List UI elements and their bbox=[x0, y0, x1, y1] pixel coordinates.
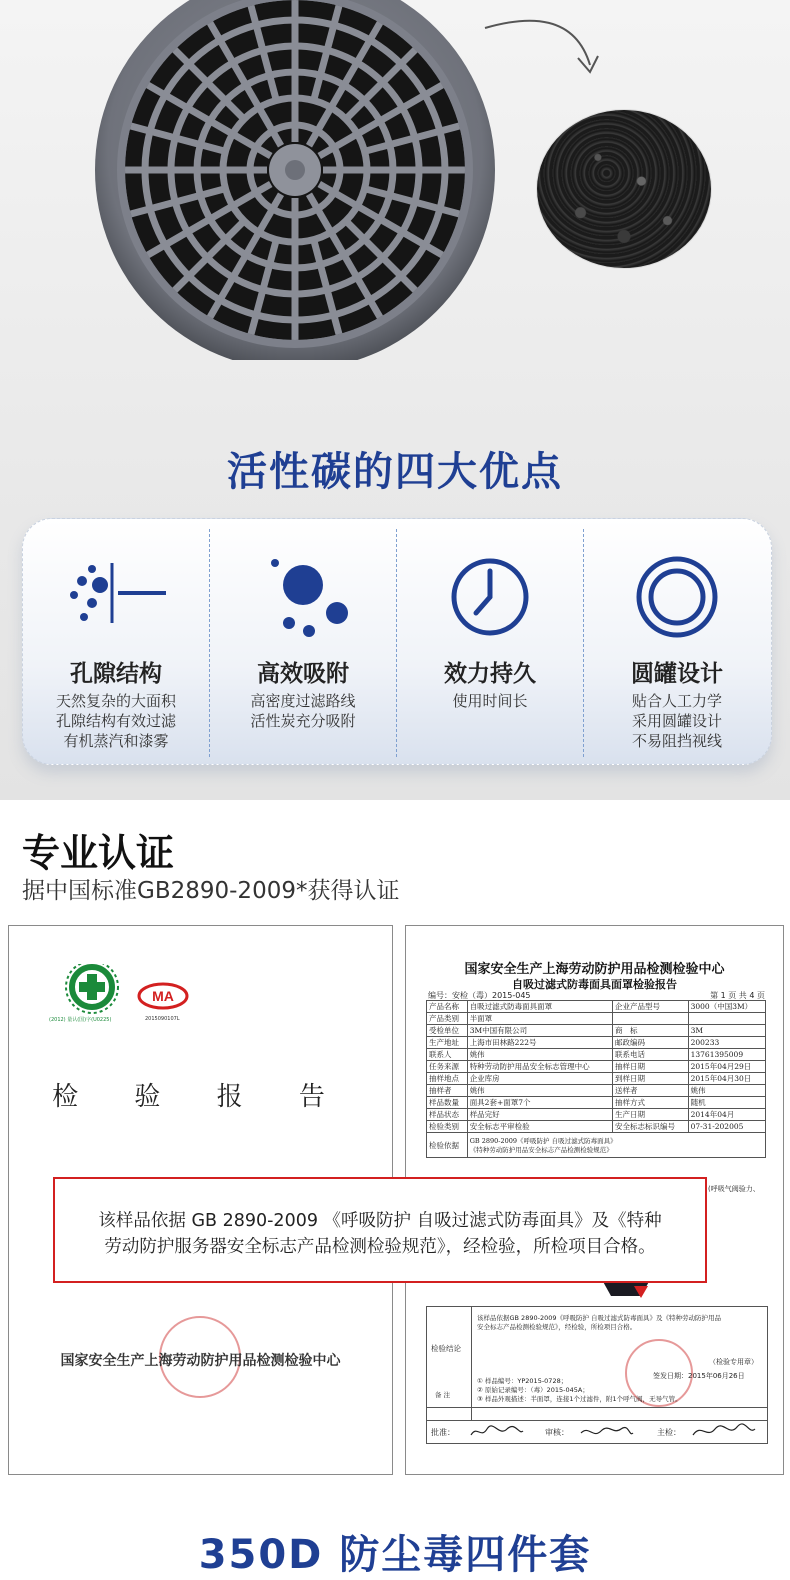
report-number: 编号：安检（毒）2015-045 bbox=[428, 991, 531, 1000]
table-cell: 产品类别 bbox=[427, 1013, 468, 1025]
table-row bbox=[427, 1049, 766, 1061]
table-cell bbox=[688, 1013, 765, 1025]
table-row bbox=[427, 1109, 766, 1121]
table-cell: 安全标志平审检验 bbox=[467, 1121, 612, 1133]
report-heading: 国家安全生产上海劳动防护用品检测检验中心 bbox=[464, 962, 725, 977]
report-subheading: 自吸过滤式防毒面具面罩检验报告 bbox=[512, 978, 677, 991]
feature-name: 圆罐设计 bbox=[631, 661, 723, 687]
table-cell: 抽样方式 bbox=[613, 1097, 689, 1109]
logo-caption: 2015090107L bbox=[145, 1016, 180, 1022]
table-cell: 3M bbox=[688, 1025, 765, 1037]
table-cell: 邮政编码 bbox=[613, 1037, 689, 1049]
table-cell: 2015年04月29日 bbox=[688, 1061, 765, 1073]
table-cell: 检验类别 bbox=[427, 1121, 468, 1133]
table-row bbox=[427, 1037, 766, 1049]
report-title: 检 验 报 告 bbox=[52, 1082, 349, 1112]
pore-structure-icon bbox=[66, 551, 166, 651]
table-cell: 07-31-202005 bbox=[688, 1121, 765, 1133]
table-cell: 面具2套+面罩7个 bbox=[467, 1097, 612, 1109]
table-cell: 姚伟 bbox=[467, 1049, 612, 1061]
activated-carbon-image bbox=[537, 110, 711, 268]
handwritten-signature bbox=[467, 1423, 527, 1441]
table-cell: 生产地址 bbox=[427, 1037, 468, 1049]
cma-logo-icon bbox=[137, 982, 189, 1010]
table-cell: 企业产品型号 bbox=[613, 1001, 689, 1013]
logo-caption: (2012) 量认(国)字(U0225) bbox=[49, 1017, 112, 1023]
table-cell: 3000（中国3M） bbox=[688, 1001, 765, 1013]
filter-cartridge-image bbox=[95, 0, 495, 360]
table-cell: 特种劳动防护用品安全标志管理中心 bbox=[467, 1061, 612, 1073]
table-cell: 姚伟 bbox=[467, 1085, 612, 1097]
advantages-title: 活性碳的四大优点 bbox=[227, 449, 563, 495]
feature-name: 高效吸附 bbox=[257, 661, 349, 687]
table-cell: 安全标志标识编号 bbox=[613, 1121, 689, 1133]
feature-long-lasting bbox=[397, 519, 583, 764]
feature-desc: 使用时间长 bbox=[452, 692, 528, 710]
issuing-center: 国家安全生产上海劳动防护用品检测检验中心 bbox=[60, 1353, 341, 1369]
table-cell: 抽样日期 bbox=[613, 1061, 689, 1073]
feature-desc: 天然复杂的大面积 孔隙结构有效过滤 有机蒸汽和漆雾 bbox=[55, 692, 176, 750]
result-callout bbox=[53, 1177, 707, 1283]
callout-line: 劳动防护服务器安全标志产品检测检验规范》，经检验，所检项目合格。 bbox=[104, 1237, 656, 1257]
table-cell: 样品数量 bbox=[427, 1097, 468, 1109]
partial-text: (呼吸气阀验力、 bbox=[708, 1185, 760, 1193]
table-cell: 随机 bbox=[688, 1097, 765, 1109]
feature-name: 效力持久 bbox=[444, 661, 536, 687]
table-cell: 3M中国有限公司 bbox=[467, 1025, 612, 1037]
certification-title: 专业认证 bbox=[22, 831, 175, 875]
svg-text:MA: MA bbox=[152, 988, 174, 1004]
table-cell: 2014年04月 bbox=[688, 1109, 765, 1121]
table-cell: 200233 bbox=[688, 1037, 765, 1049]
handwritten-signature bbox=[577, 1423, 637, 1441]
conclusion-block: 检验结论 该样品依据GB 2890-2009《呼吸防护 自吸过滤式防毒面具》及《特种劳动防护用品 安全标志产品检测检验规范》，经检验，所检项目合格。 （检验专用章） 签发日期：2015年06月26日 bbox=[426, 1306, 768, 1408]
table-cell: 联系电话 bbox=[613, 1049, 689, 1061]
advantages-panel bbox=[22, 518, 772, 765]
table-row bbox=[427, 1121, 766, 1133]
table-cell: 到样日期 bbox=[613, 1073, 689, 1085]
remarks-block: 备 注 ① 样品编号：YP2015-0728； ② 原始记录编号：（毒）2015-045A； ③ 样品外观描述：半面罩，连接1个过滤件，附1个呼气阀，无导气管。 bbox=[426, 1374, 768, 1421]
callout-line: 该样品依据 GB 2890-2009 《呼吸防护 自吸过滤式防毒面具》及《特种 bbox=[98, 1211, 662, 1231]
table-row bbox=[427, 1085, 766, 1097]
signature-row: 批准： 审核： 主检： bbox=[426, 1420, 768, 1444]
table-cell: 样品完好 bbox=[467, 1109, 612, 1121]
feature-round-canister bbox=[584, 519, 770, 764]
table-row bbox=[427, 1097, 766, 1109]
feature-desc: 高密度过滤路线 活性炭充分吸附 bbox=[250, 692, 356, 730]
curved-arrow-icon bbox=[480, 10, 620, 90]
adsorption-dots-icon bbox=[253, 551, 353, 651]
concentric-circle-icon bbox=[627, 551, 727, 651]
table-cell: 商 标 bbox=[613, 1025, 689, 1037]
table-row bbox=[427, 1013, 766, 1025]
table-cell: 企业库房 bbox=[467, 1073, 612, 1085]
table-cell: 半面罩 bbox=[467, 1013, 612, 1025]
table-cell: 姚伟 bbox=[688, 1085, 765, 1097]
next-section-title: 350D 防尘毒四件套 bbox=[198, 1532, 592, 1578]
table-cell: 自吸过滤式防毒面具面罩 bbox=[467, 1001, 612, 1013]
table-cell: 送样者 bbox=[613, 1085, 689, 1097]
table-row bbox=[427, 1061, 766, 1073]
feature-desc: 贴合人工力学 采用圆罐设计 不易阻挡视线 bbox=[631, 692, 722, 750]
clock-icon bbox=[440, 551, 540, 651]
table-cell: 联系人 bbox=[427, 1049, 468, 1061]
safety-cross-logo-icon bbox=[59, 964, 125, 1014]
report-page: 第 1 页 共 4 页 bbox=[710, 991, 765, 1000]
table-row: 检验依据 GB 2890-2009《呼吸防护 自吸过滤式防毒面具》 《特种劳动防护用品安全标志产品检测检验规范》 bbox=[427, 1133, 766, 1158]
table-cell: 2015年04月30日 bbox=[688, 1073, 765, 1085]
certification-subtitle: 据中国标准GB2890-2009*获得认证 bbox=[22, 878, 400, 904]
feature-name: 孔隙结构 bbox=[70, 661, 162, 687]
table-cell: 抽样者 bbox=[427, 1085, 468, 1097]
table-cell: 抽样地点 bbox=[427, 1073, 468, 1085]
feature-pore-structure bbox=[23, 519, 209, 764]
table-row bbox=[427, 1073, 766, 1085]
table-cell: 样品状态 bbox=[427, 1109, 468, 1121]
table-cell: 上海市田林路222号 bbox=[467, 1037, 612, 1049]
handwritten-signature bbox=[689, 1423, 759, 1441]
table-cell: 受检单位 bbox=[427, 1025, 468, 1037]
report-table bbox=[426, 1000, 766, 1158]
table-cell: 产品名称 bbox=[427, 1001, 468, 1013]
table-row bbox=[427, 1001, 766, 1013]
table-cell: 13761395009 bbox=[688, 1049, 765, 1061]
feature-adsorption bbox=[210, 519, 396, 764]
table-cell: 生产日期 bbox=[613, 1109, 689, 1121]
table-cell bbox=[613, 1013, 689, 1025]
table-row bbox=[427, 1025, 766, 1037]
table-cell: 任务来源 bbox=[427, 1061, 468, 1073]
